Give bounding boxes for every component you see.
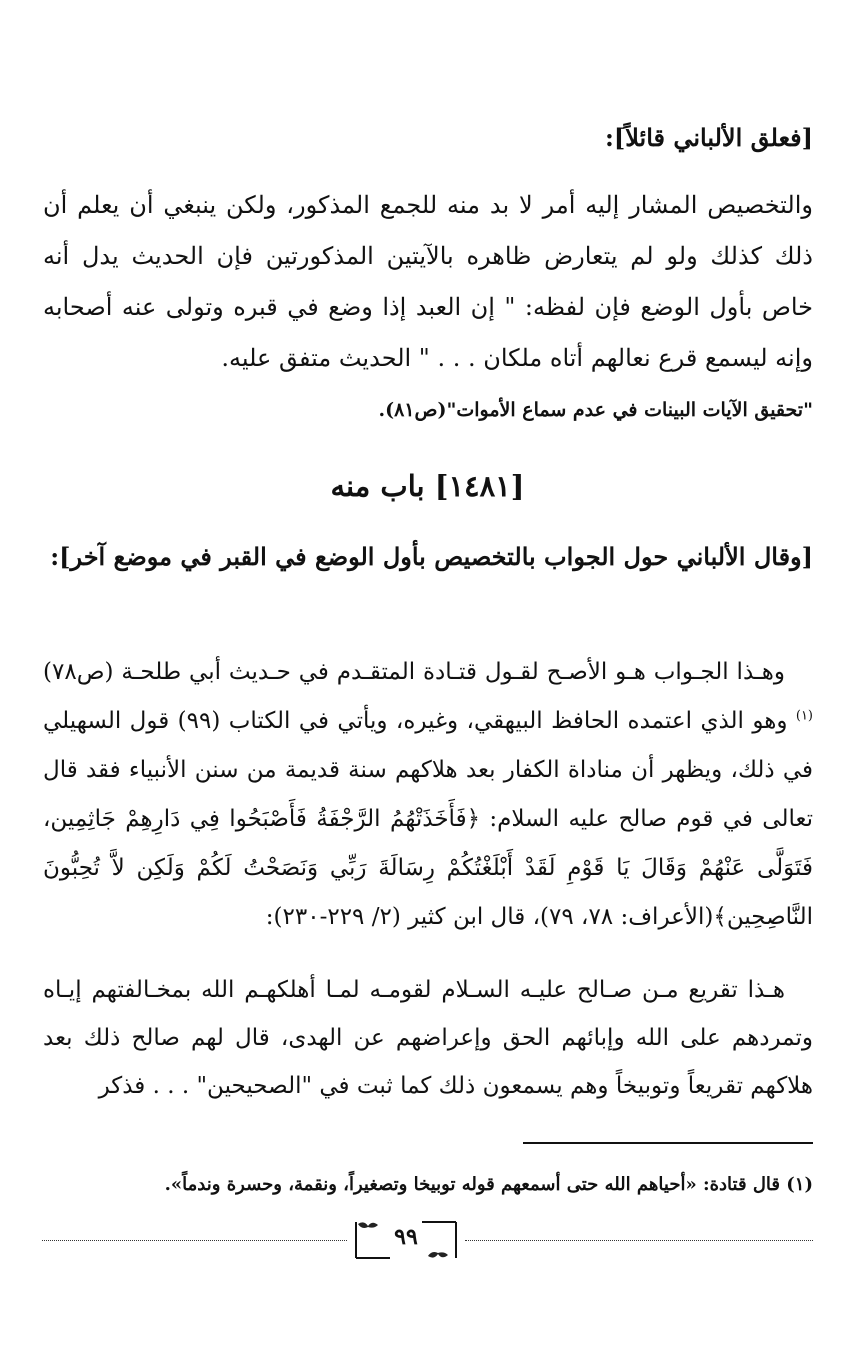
footnote-reference: (١) bbox=[795, 708, 813, 724]
source-citation: "تحقيق الآيات البينات في عدم سماع الأموات"(ص٨١). bbox=[378, 399, 813, 421]
paragraph-answer-rest: وهو الذي اعتمده الحافظ البيهقي، وغيره، ويأتي في الكتاب (٩٩) قول السهيلي في ذلك، ويظهر أن مناداة الكفار بعد هلاكهم سنة قديمة من سنن الأنبياء فقد قال تعالى في قوم صالح عليه السلام: ﴿فَأَخَذَتْهُمُ الرَّجْفَةُ فَأَصْبَحُوا فِي دَارِهِمْ جَاثِمِين، فَتَوَلَّى عَنْهُمْ وَقَالَ يَا قَوْمِ لَقَدْ أَبْلَغْتُكُمْ رِسَالَةَ رَبِّي وَنَصَحْتُ لَكُمْ وَلَكِن لاَّ تُحِبُّونَ النَّاصِحِين﴾(الأعراف: ٧٨، ٧٩)، قال ابن كثير (٢/ ٢٢٩-٢٣٠): bbox=[43, 708, 813, 930]
intro-heading: [فعلق الألباني قائلاً]: bbox=[605, 123, 813, 152]
section-heading: [وقال الألباني حول الجواب بالتخصيص بأول الوضع في القبر في موضع آخر]: bbox=[50, 542, 813, 571]
footer-dotted-rule-left bbox=[42, 1240, 347, 1241]
footer-dotted-rule-right bbox=[465, 1240, 813, 1241]
paragraph-answer bbox=[43, 648, 813, 942]
paragraph-ibn-kathir-text: هـذا تقريع مـن صـالح عليـه السـلام لقومـه لمـا أهلكهـم الله بمخـالفتهم إيـاه وتمردهم على الله وإبائهم الحق وإعراضهم عن الهدى، قال لهم صالح ذلك بعد هلاكهم تقريعاً وتوبيخاً وهم يسمعون ذلك كما ثبت في "الصحيحين" . . . فذكر bbox=[43, 977, 813, 1099]
paragraph-answer-start: وهـذا الجـواب هـو الأصـح لقـول قتـادة المتقـدم في حـديث أبي طلحـة (ص٧٨) bbox=[43, 659, 785, 685]
paragraph-albani-commentary: والتخصيص المشار إليه أمر لا بد منه للجمع المذكور، ولكن ينبغي أن يعلم أن ذلك كذلك ولو لم يتعارض ظاهره بالآيتين المذكورتين فإن الحديث يدل أنه خاص بأول الوضع فإن لفظه: " إن العبد إذا وضع في قبره وتولى عنه أصحابه وإنه ليسمع قرع نعالهم أتاه ملكان . . . " الحديث متفق عليه. bbox=[43, 191, 813, 372]
page-number: ٩٩ bbox=[394, 1224, 418, 1250]
footnote-separator bbox=[523, 1142, 813, 1144]
paragraph-ibn-kathir-quote bbox=[43, 966, 813, 1110]
footnote: (١) قال قتادة: «أحياهم الله حتى أسمعهم قوله توبيخا وتصغيراً، ونقمة، وحسرة وندماً». bbox=[164, 1174, 813, 1195]
section-title: [١٤٨١] باب منه bbox=[330, 469, 525, 503]
